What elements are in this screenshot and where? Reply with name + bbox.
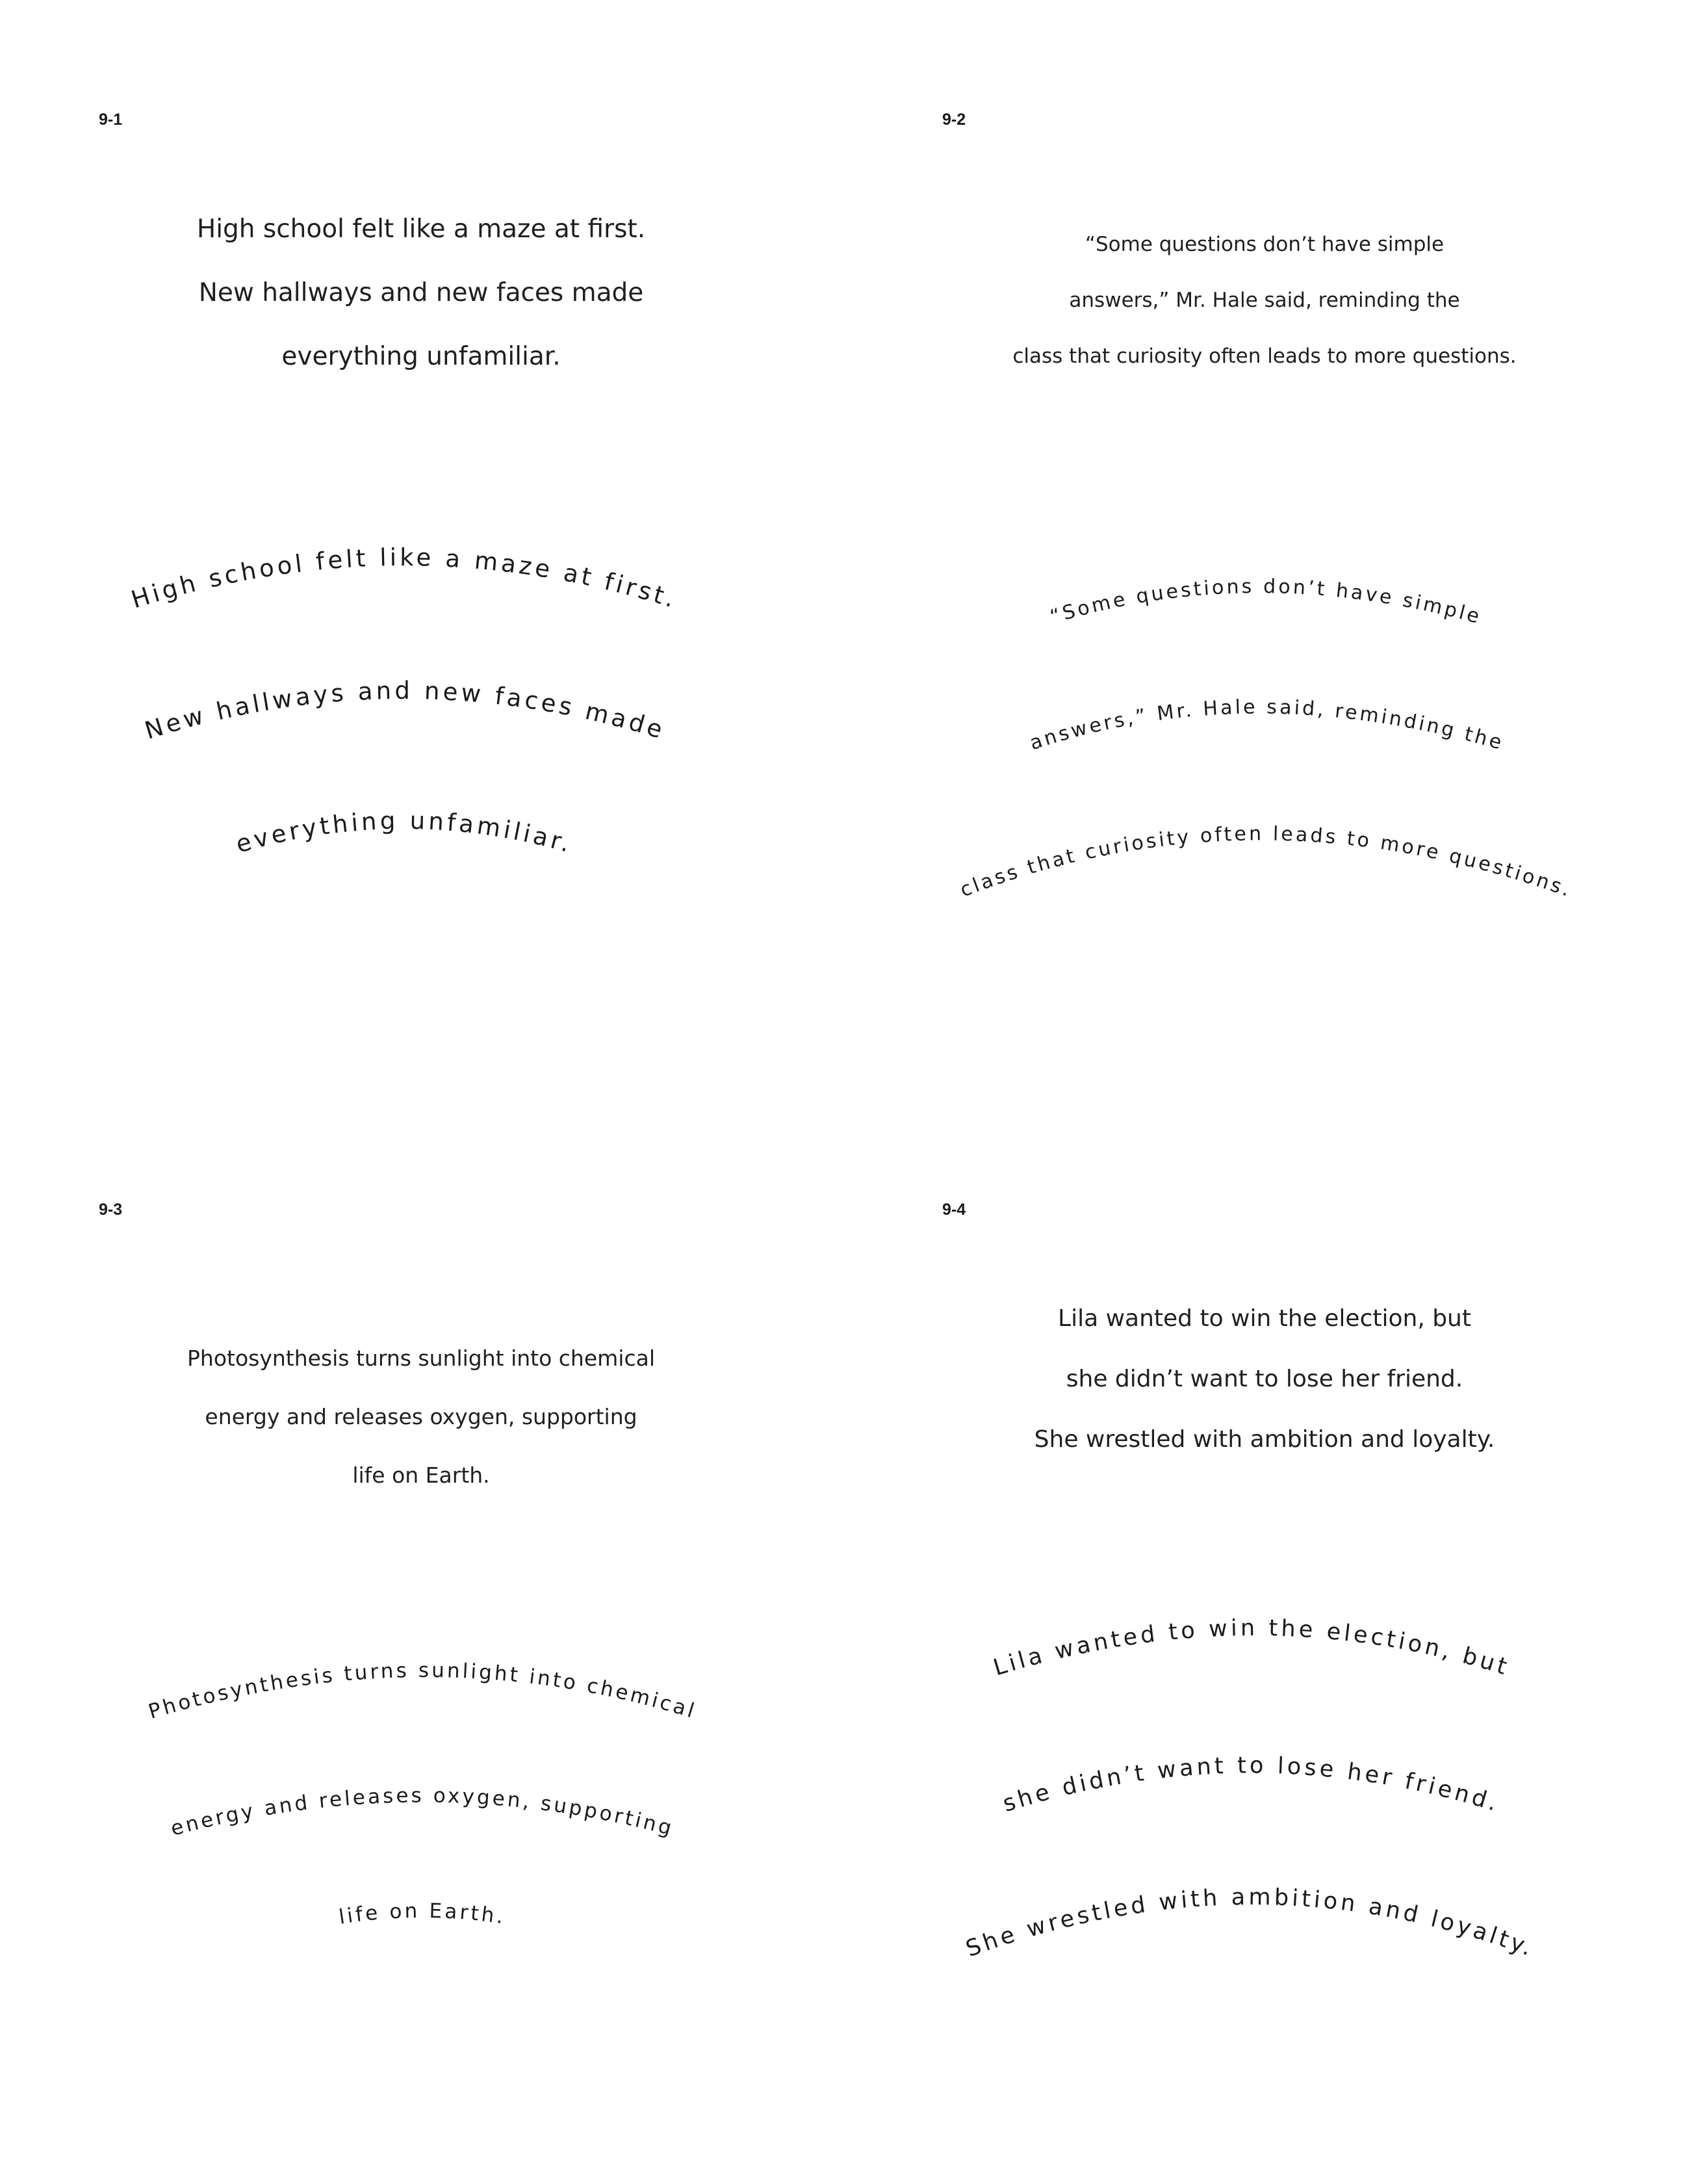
- curved-text-line: answers,” Mr. Hale said, reminding the: [1027, 696, 1507, 755]
- text-line: Lila wanted to win the election, but: [1058, 1305, 1471, 1332]
- curved-text-line: Photosynthesis turns sunlight into chemical: [146, 1658, 700, 1724]
- curved-text-line: class that curiosity often leads to more questions.: [957, 822, 1576, 902]
- text-line: High school felt like a maze at first.: [196, 214, 646, 244]
- curved-text-line: “Some questions don’t have simple: [1047, 575, 1485, 629]
- text-line: life on Earth.: [352, 1462, 490, 1488]
- text-line: she didn’t want to lose her friend.: [1066, 1366, 1463, 1392]
- text-line: “Some questions don’t have simple: [1085, 233, 1445, 256]
- text-line: Photosynthesis turns sunlight into chemical: [187, 1346, 655, 1371]
- panel-label: 9-3: [99, 1201, 123, 1219]
- curved-text-line: life on Earth.: [337, 1899, 508, 1929]
- curved-text-line: High school felt like a maze at first.: [127, 543, 682, 614]
- text-line: New hallways and new faces made: [198, 278, 644, 307]
- panel-label: 9-4: [942, 1201, 966, 1219]
- curved-text-line: She wrestled with ambition and loyalty.: [962, 1884, 1539, 1963]
- curved-text-line: everything unfamiliar.: [233, 806, 576, 859]
- text-line: energy and releases oxygen, supporting: [205, 1404, 637, 1429]
- panel-label: 9-1: [99, 110, 123, 129]
- curved-text-line: energy and releases oxygen, supporting: [168, 1784, 677, 1841]
- text-line: answers,” Mr. Hale said, reminding the: [1069, 289, 1460, 312]
- panel-label: 9-2: [942, 110, 966, 129]
- curved-text-line: she didn’t want to lose her friend.: [999, 1752, 1504, 1818]
- curved-text-line: New hallways and new faces made: [141, 676, 669, 745]
- text-line: class that curiosity often leads to more questions.: [1012, 344, 1517, 368]
- curved-text-line: Lila wanted to win the election, but: [990, 1615, 1513, 1682]
- text-line: everything unfamiliar.: [281, 342, 561, 371]
- text-line: She wrestled with ambition and loyalty.: [1034, 1426, 1495, 1453]
